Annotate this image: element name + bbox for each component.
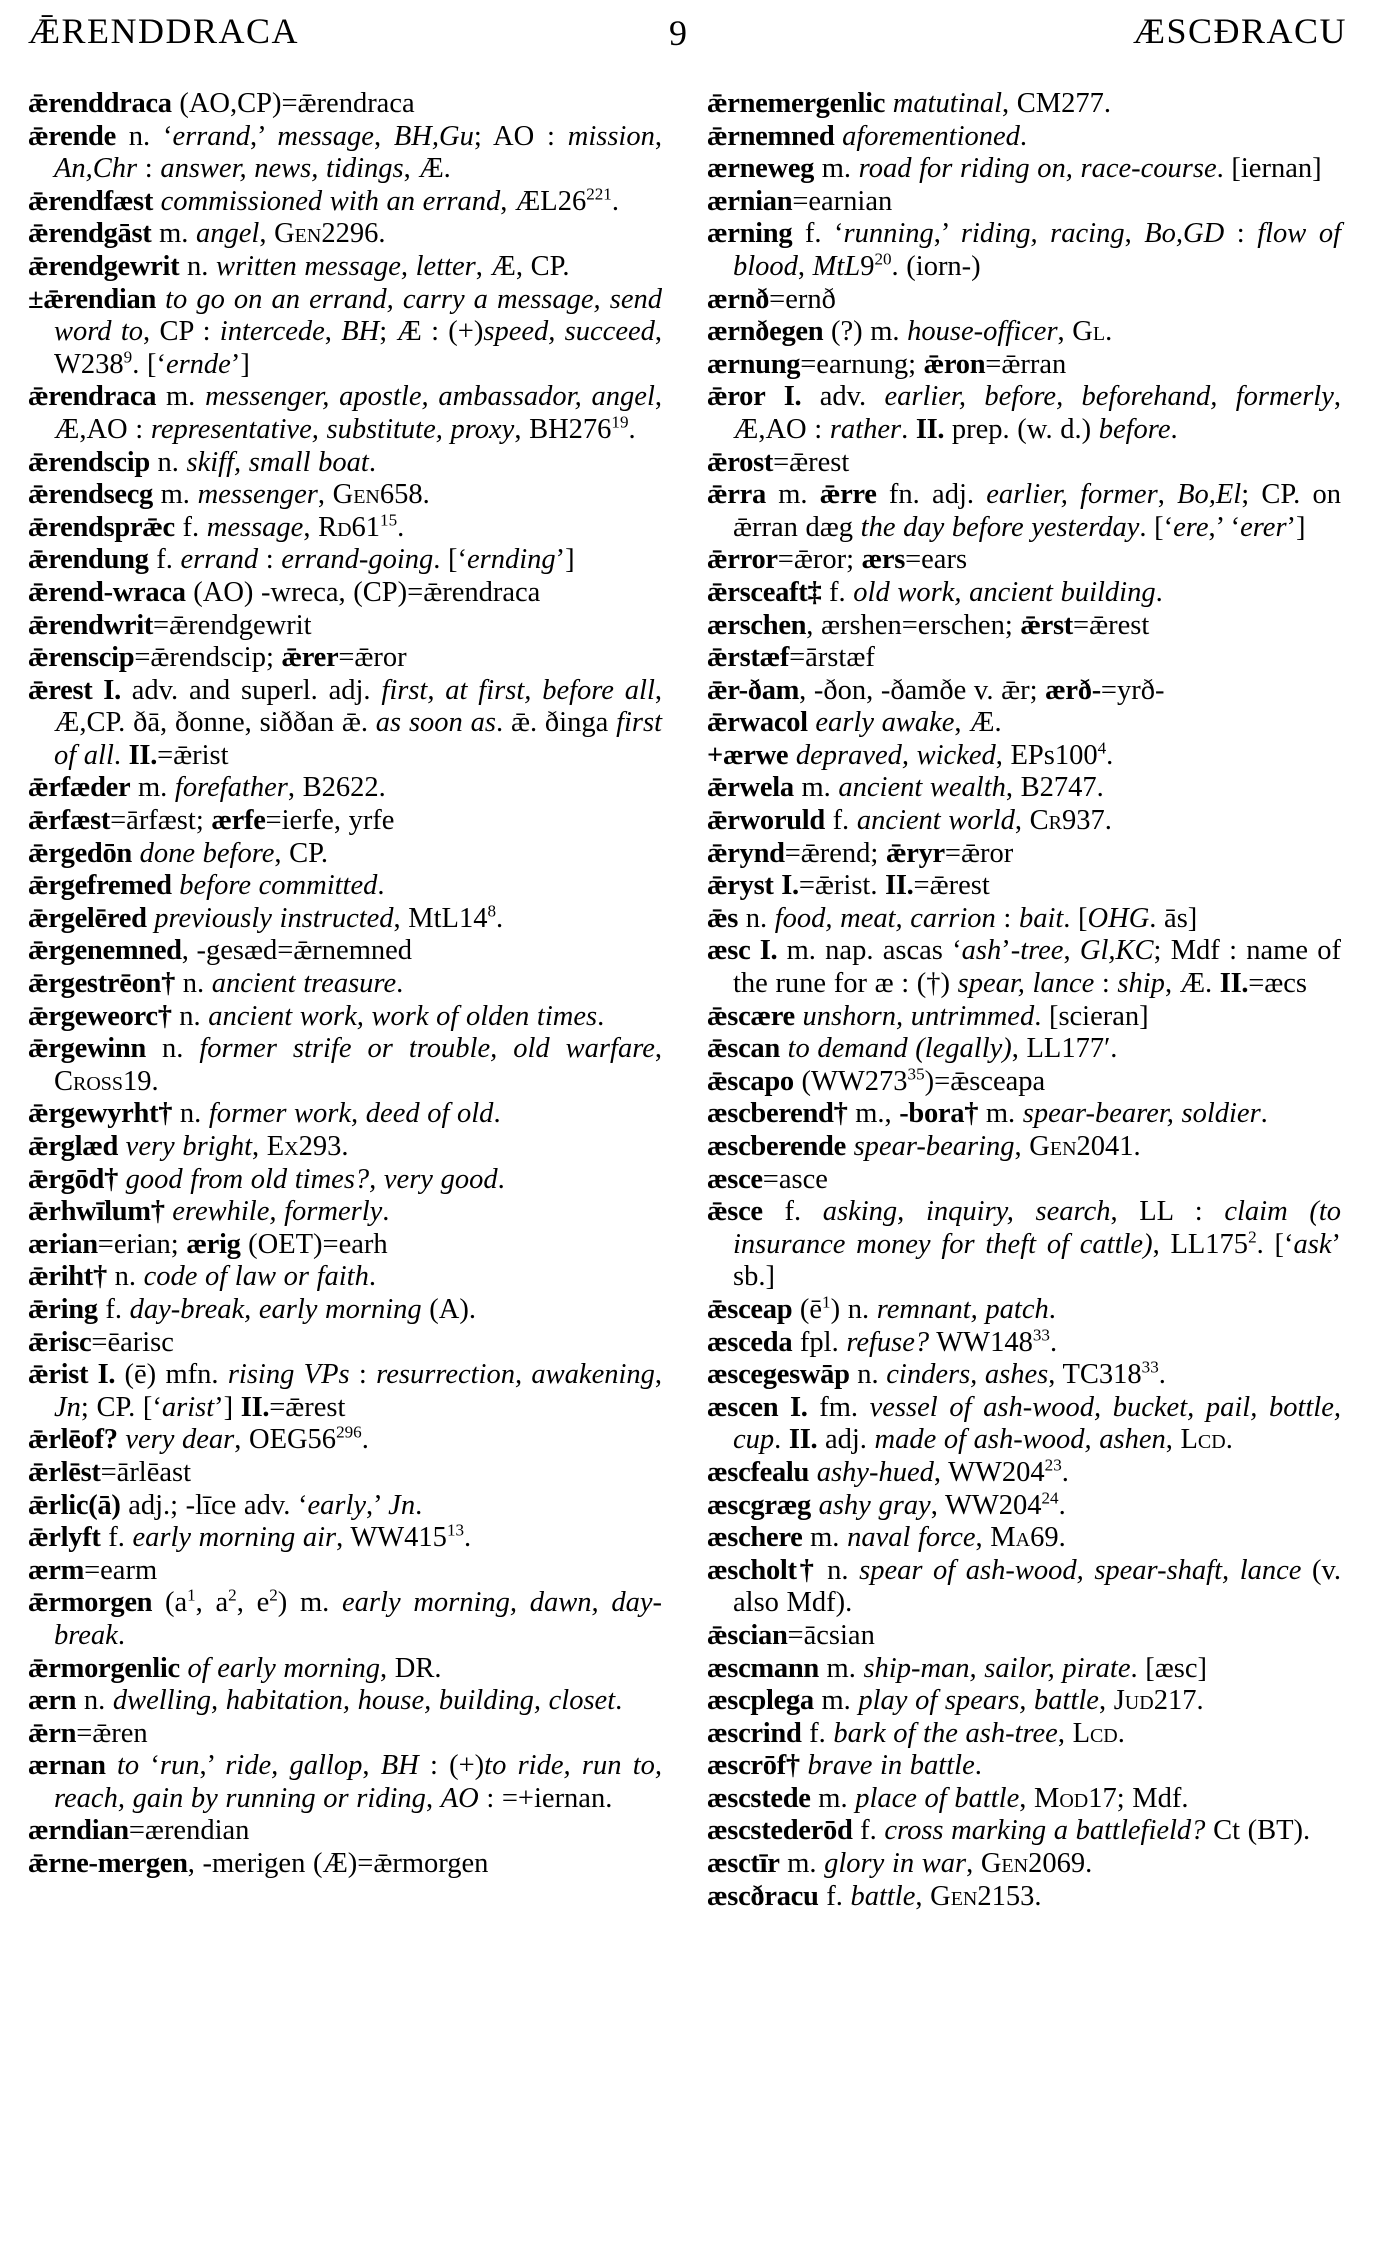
dictionary-entry: æscrōf† brave in battle. — [707, 1750, 982, 1782]
dictionary-entry: ǣrlēof? very dear, $OEG56^{296}$. — [28, 1422, 369, 1456]
dictionary-entry: ǣrworuld f. ancient world, Cr937. — [707, 805, 1112, 837]
dictionary-entry: ǣrendraca m. messenger, apostle, ambassador, angel, Æ,AO : representative, substitute, proxy, $BH276^{19}$. — [28, 381, 662, 445]
dictionary-entry: ǣrfæder m. forefather, B2622. — [28, 772, 386, 804]
dictionary-entry: ǣrnemergenlic matutinal, CM277. — [707, 88, 1111, 119]
dictionary-entry: ǣrwela m. ancient wealth, B2747. — [707, 772, 1104, 804]
dictionary-entry: ǣrstæf=ārstæf — [707, 642, 875, 674]
dictionary-entry: ±ǣrendian to go on an errand, carry a message, send word to, CP : intercede, BH; Æ : (+)speed, succeed, $W238^9$. [‘ernde’] — [28, 283, 662, 380]
dictionary-entry: ǣrmorgenlic of early morning, DR. — [28, 1652, 442, 1684]
header-left-keyword: ǢRENDDRACA — [28, 11, 300, 51]
dictionary-entry: ǣrlic(ā) adj.; -līce adv. ‘early,’ Jn. — [28, 1489, 423, 1521]
dictionary-entry: ærian=erian; ærig (OET)=earh — [28, 1228, 388, 1260]
dictionary-entry: ærnung=earnung; ǣron=ǣrran — [707, 348, 1067, 380]
dictionary-entry: ǣrest I. adv. and superl. adj. first, at first, before all, Æ,CP. ðā, ðonne, siððan ǣ. as soon as. ǣ. ðinga first of all. II.=ǣrist — [28, 674, 663, 771]
dictionary-entry: ǣrendfæst commissioned with an errand, $ÆL26^{221}$. — [28, 184, 619, 217]
dictionary-entry: ǣrisc=ēarisc — [28, 1326, 174, 1358]
dictionary-entry: ǣsce f. asking, inquiry, search, LL : claim (to insurance money for theft of cattle), $LL175^2$. [‘ask’ sb.] — [707, 1196, 1341, 1293]
dictionary-entry: ǣrgewyrht† n. former work, deed of old. — [28, 1098, 501, 1130]
dictionary-entry: ǣrne-mergen, -merigen (Æ)=ǣrmorgen — [28, 1848, 489, 1880]
dictionary-entry: ǣrendsprǣc f. message, $Rd61^{15}$. — [28, 510, 405, 543]
right-column — [707, 88, 1341, 1913]
dictionary-entry: ærn n. dwelling, habitation, house, building, closet. — [28, 1685, 623, 1717]
dictionary-entry: ǣrendscip n. skiff, small boat. — [28, 446, 376, 478]
dictionary-entry: ǣryst I.=ǣrist. II.=ǣrest — [707, 870, 990, 902]
dictionary-entry: ǣrgefremed before committed. — [28, 870, 385, 902]
dictionary-entry: ǣrfæst=ārfæst; ærfe=ierfe, yrfe — [28, 805, 395, 837]
dictionary-entry: ǣrglæd very bright, Ex293. — [28, 1131, 349, 1162]
dictionary-entry: ǣrgedōn done before, CP. — [28, 837, 328, 869]
dictionary-entry: ǣrenscip=ǣrendscip; ǣrer=ǣror — [28, 642, 407, 674]
dictionary-entry: æsce=asce — [707, 1163, 828, 1195]
dictionary-entry: ærnðegen (?) m. house-officer, Gl. — [707, 316, 1113, 348]
dictionary-entry: ærning f. ‘running,’ riding, racing, Bo,GD : flow of blood, $MtL9^{20}$. (iorn-) — [707, 218, 1342, 282]
dictionary-entry: ǣrgelēred previously instructed, $MtL14^8$. — [28, 901, 504, 934]
dictionary-entry: æscmann m. ship-man, sailor, pirate. [æsc] — [707, 1652, 1207, 1684]
dictionary-entry: æscfealu ashy-hued, $WW204^{23}$. — [707, 1455, 1069, 1488]
dictionary-entry: ǣrgeweorc† n. ancient work, work of olden times. — [28, 1000, 605, 1032]
dictionary-entry: ærnian=earnian — [707, 185, 893, 217]
dictionary-entry: ǣrist I. (ē) mfn. rising VPs : resurrection, awakening, Jn; CP. [‘arist’] II.=ǣrest — [28, 1359, 663, 1423]
header-right-keyword: ÆSCÐRACU — [1132, 11, 1347, 51]
dictionary-entry: ǣrn=ǣren — [28, 1717, 148, 1749]
dictionary-entry: ǣscære unshorn, untrimmed. [scieran] — [707, 1000, 1149, 1032]
dictionary-entry: æscholt† n. spear of ash-wood, spear-shaft, lance (v. also Mdf). — [707, 1554, 1342, 1619]
dictionary-entry: ǣrendgewrit n. written message, letter, Æ, CP. — [28, 250, 570, 282]
dictionary-entry: ærneweg m. road for riding on, race-course. [iernan] — [707, 153, 1322, 185]
dictionary-entry: ǣrsceaft‡ f. old work, ancient building. — [707, 576, 1163, 608]
dictionary-entry: ǣscan to demand (legally), LL177′. — [707, 1033, 1118, 1065]
dictionary-entry: +ærwe depraved, wicked, $EPs100^4$. — [707, 738, 1114, 771]
dictionary-entry: ǣrmorgen ($a^1$, $a^2$, $e^2$) m. early morning, dawn, day-break. — [28, 1585, 663, 1651]
dictionary-entry: æscstederōd f. cross marking a battlefield? Ct (BT). — [707, 1815, 1311, 1847]
dictionary-body — [28, 88, 1349, 1913]
dictionary-entry: æsc I. m. nap. ascas ‘ash’-tree, Gl,KC; Mdf : name of the rune for æ : (†) spear, lance : ship, Æ. II.=æcs — [707, 935, 1341, 1000]
dictionary-entry: ǣror I. adv. earlier, before, beforehand, formerly, Æ,AO : rather. II. prep. (w. d.) before. — [707, 381, 1341, 445]
dictionary-entry: æscrind f. bark of the ash-tree, Lcd. — [707, 1717, 1125, 1749]
dictionary-entry: ǣrgōd† good from old times?, very good. — [28, 1163, 505, 1195]
dictionary-entry: ǣrlēst=ārlēast — [28, 1456, 192, 1488]
dictionary-entry: æsctīr m. glory in war, Gen2069. — [707, 1848, 1093, 1880]
dictionary-entry: ǣrendung f. errand : errand-going. [‘ernding’] — [28, 544, 575, 576]
dictionary-entry: ǣrendgāst m. angel, Gen2296. — [28, 218, 386, 250]
dictionary-entry: ǣrra m. ǣrre fn. adj. earlier, former, Bo,El; CP. on ǣrran dæg the day before yesterday. [‘ere,’ ‘erer’] — [707, 479, 1342, 543]
dictionary-entry: ǣrynd=ǣrend; ǣryr=ǣror — [707, 837, 1014, 869]
dictionary-entry: æscstede m. place of battle, Mod17; Mdf. — [707, 1782, 1189, 1814]
dictionary-entry: æscðracu f. battle, Gen2153. — [707, 1880, 1042, 1912]
dictionary-entry: ǣrend-wraca (AO) -wreca, (CP)=ǣrendraca — [28, 576, 541, 608]
dictionary-entry: ǣrlyft f. early morning air, $WW415^{13}$. — [28, 1520, 472, 1554]
dictionary-entry: ærnð=ernð — [707, 283, 836, 315]
dictionary-entry: æschere m. naval force, Ma69. — [707, 1522, 1066, 1554]
dictionary-entry: ærschen, ærshen=erschen; ǣrst=ǣrest — [707, 609, 1150, 641]
dictionary-entry: ǣrenddraca (AO,CP)=ǣrendraca — [28, 88, 415, 119]
dictionary-entry: ǣrost=ǣrest — [707, 446, 850, 478]
dictionary-entry: ærnan to ‘run,’ ride, gallop, BH : (+)to ride, run to, reach, gain by running or riding, AO : =+iernan. — [28, 1750, 662, 1814]
dictionary-entry: ǣrgewinn n. former strife or trouble, old warfare, Cross19. — [28, 1033, 662, 1097]
dictionary-entry: ǣrwacol early awake, Æ. — [707, 707, 1002, 739]
dictionary-entry: ǣrgestrēon† n. ancient treasure. — [28, 968, 404, 1000]
dictionary-entry: æscegeswāp n. cinders, ashes, $TC318^{33}$. — [707, 1357, 1166, 1391]
page-number: 9 — [669, 13, 687, 53]
dictionary-entry: ærndian=ærendian — [28, 1815, 250, 1847]
dictionary-entry: ǣsceap $(ē^1)$ n. remnant, patch. — [707, 1292, 1056, 1325]
dictionary-entry: ǣring f. day-break, early morning (A). — [28, 1293, 476, 1325]
dictionary-entry: æsceda fpl. refuse? $WW148^{33}$. — [707, 1325, 1058, 1358]
dictionary-entry: ǣscapo $(WW273^{35})=ǣsceapa$ — [707, 1064, 1046, 1097]
left-column — [28, 88, 662, 1913]
dictionary-entry: ǣrror=ǣror; ærs=ears — [707, 544, 968, 576]
dictionary-entry: æscgræg ashy gray, $WW204^{24}$. — [707, 1488, 1066, 1521]
dictionary-entry: ǣrendwrit=ǣrendgewrit — [28, 609, 312, 641]
dictionary-entry: æscberend† m., -bora† m. spear-bearer, soldier. — [707, 1098, 1268, 1130]
dictionary-entry: ǣrendsecg m. messenger, Gen658. — [28, 479, 430, 511]
dictionary-entry: ærm=earm — [28, 1554, 158, 1586]
dictionary-entry: ǣrnemned aforementioned. — [707, 120, 1028, 152]
dictionary-entry: ǣr-ðam, -ðon, -ðamðe v. ǣr; ærð-=yrð- — [707, 674, 1165, 706]
dictionary-entry: æscplega m. play of spears, battle, Jud217. — [707, 1685, 1204, 1717]
dictionary-entry: æscberende spear-bearing, Gen2041. — [707, 1131, 1141, 1162]
dictionary-entry: ǣrhwīlum† erewhile, formerly. — [28, 1196, 390, 1228]
dictionary-entry: ǣscian=ācsian — [707, 1619, 875, 1651]
dictionary-entry: ǣriht† n. code of law or faith. — [28, 1261, 376, 1293]
dictionary-entry: æscen I. fm. vessel of ash-wood, bucket, pail, bottle, cup. II. adj. made of ash-wood, ashen, Lcd. — [707, 1391, 1341, 1456]
dictionary-entry: ǣs n. food, meat, carrion : bait. [OHG. ās] — [707, 902, 1198, 934]
dictionary-entry: ǣrende n. ‘errand,’ message, BH,Gu; AO : mission, An,Chr : answer, news, tidings, Æ. — [28, 120, 662, 185]
page-header — [28, 10, 1349, 62]
dictionary-entry: ǣrgenemned, -gesæd=ǣrnemned — [28, 935, 413, 967]
